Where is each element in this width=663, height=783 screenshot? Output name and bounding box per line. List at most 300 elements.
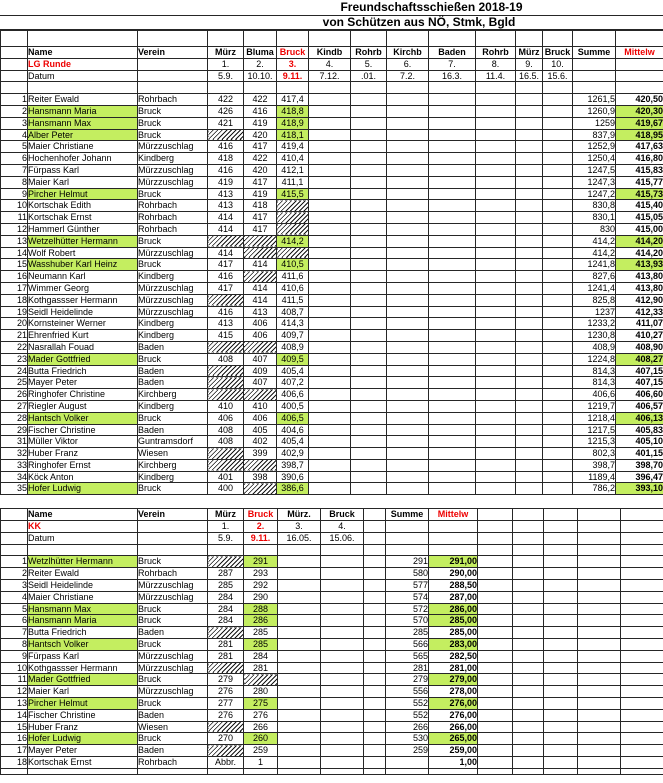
cell-verein[interactable]: Kindberg bbox=[138, 330, 208, 342]
cell-score[interactable] bbox=[351, 176, 387, 188]
cell-name[interactable]: Fürpass Karl bbox=[28, 650, 138, 662]
cell-summe[interactable]: 1224,8 bbox=[573, 353, 616, 365]
cell[interactable] bbox=[513, 674, 544, 686]
cell[interactable] bbox=[478, 733, 513, 745]
cell[interactable] bbox=[138, 31, 208, 47]
cell-name[interactable]: Reiter Ewald bbox=[28, 94, 138, 106]
cell[interactable] bbox=[478, 591, 513, 603]
cell-score[interactable]: 285 bbox=[208, 580, 244, 592]
cell[interactable] bbox=[364, 603, 386, 615]
cell[interactable] bbox=[621, 580, 663, 592]
cell[interactable] bbox=[478, 603, 513, 615]
cell-score[interactable] bbox=[387, 105, 429, 117]
cell-name[interactable]: Kortschak Ernst bbox=[28, 212, 138, 224]
cell-verein[interactable]: Mürzzuschlag bbox=[138, 306, 208, 318]
column-header-venue[interactable]: Bluma bbox=[244, 47, 277, 59]
cell-score[interactable] bbox=[543, 129, 573, 141]
cell-summe[interactable]: 1241,4 bbox=[573, 282, 616, 294]
cell[interactable] bbox=[1, 521, 28, 533]
cell-score[interactable]: 406,5 bbox=[277, 412, 309, 424]
cell-summe[interactable]: 266 bbox=[386, 721, 429, 733]
cell[interactable] bbox=[513, 544, 544, 556]
cell-verein[interactable]: Baden bbox=[138, 745, 208, 757]
cell[interactable] bbox=[513, 639, 544, 651]
cell[interactable] bbox=[364, 757, 386, 769]
cell[interactable] bbox=[478, 662, 513, 674]
cell-name[interactable]: Butta Friedrich bbox=[28, 365, 138, 377]
cell-score[interactable] bbox=[476, 412, 516, 424]
cell-score[interactable] bbox=[429, 436, 476, 448]
cell-name[interactable]: Maier Karl bbox=[28, 176, 138, 188]
cell-verein[interactable]: Mürzzuschlag bbox=[138, 686, 208, 698]
cell[interactable] bbox=[616, 58, 663, 70]
cell[interactable] bbox=[544, 757, 578, 769]
cell[interactable] bbox=[429, 82, 476, 94]
row-number[interactable]: 14 bbox=[1, 709, 28, 721]
cell-score[interactable] bbox=[429, 389, 476, 401]
cell[interactable] bbox=[138, 82, 208, 94]
column-header-venue[interactable]: Mürz bbox=[208, 47, 244, 59]
cell-score[interactable] bbox=[429, 294, 476, 306]
cell[interactable] bbox=[1, 58, 28, 70]
cell-score[interactable] bbox=[387, 94, 429, 106]
cell[interactable] bbox=[621, 745, 663, 757]
cell-summe[interactable]: 574 bbox=[386, 591, 429, 603]
cell-summe[interactable]: 802,3 bbox=[573, 448, 616, 460]
cell-summe[interactable]: 1241,8 bbox=[573, 259, 616, 271]
cell[interactable] bbox=[364, 650, 386, 662]
cell-summe[interactable]: 1260,9 bbox=[573, 105, 616, 117]
cell-verein[interactable]: Rohrbach bbox=[138, 757, 208, 769]
cell-score[interactable] bbox=[387, 389, 429, 401]
cell-verein[interactable]: Mürzzuschlag bbox=[138, 650, 208, 662]
cell-score[interactable]: 418,1 bbox=[277, 129, 309, 141]
cell-mittelw[interactable]: 407,15 bbox=[616, 377, 663, 389]
cell[interactable] bbox=[478, 509, 513, 521]
cell[interactable] bbox=[478, 532, 513, 544]
cell-score[interactable]: 405,4 bbox=[277, 436, 309, 448]
row-number[interactable]: 14 bbox=[1, 247, 28, 259]
cell[interactable] bbox=[621, 639, 663, 651]
cell[interactable] bbox=[387, 82, 429, 94]
cell-score[interactable] bbox=[244, 459, 277, 471]
cell-name[interactable]: Wetzlhütter Hermann bbox=[28, 556, 138, 568]
cell-mittelw[interactable]: 282,50 bbox=[429, 650, 478, 662]
cell-score[interactable]: 414 bbox=[244, 259, 277, 271]
cell-mittelw[interactable]: 1,00 bbox=[429, 757, 478, 769]
cell-summe[interactable]: 1233,2 bbox=[573, 318, 616, 330]
cell-score[interactable]: 402,9 bbox=[277, 448, 309, 460]
cell[interactable] bbox=[1, 544, 28, 556]
cell[interactable] bbox=[513, 509, 544, 521]
cell-score[interactable] bbox=[543, 141, 573, 153]
cell-score[interactable] bbox=[516, 223, 543, 235]
date-cell[interactable]: 11.4. bbox=[476, 70, 516, 82]
cell-score[interactable]: 420 bbox=[244, 164, 277, 176]
cell-summe[interactable]: 259 bbox=[386, 745, 429, 757]
cell-summe[interactable]: 552 bbox=[386, 698, 429, 710]
cell-score[interactable] bbox=[321, 568, 364, 580]
cell[interactable] bbox=[364, 627, 386, 639]
cell[interactable] bbox=[277, 82, 309, 94]
cell-score[interactable]: 419 bbox=[208, 176, 244, 188]
cell-score[interactable]: 277 bbox=[208, 698, 244, 710]
cell-score[interactable] bbox=[309, 353, 351, 365]
cell[interactable] bbox=[208, 544, 244, 556]
cell-score[interactable]: 405,4 bbox=[277, 365, 309, 377]
cell-score[interactable] bbox=[387, 459, 429, 471]
cell-summe[interactable]: 285 bbox=[386, 627, 429, 639]
cell-score[interactable]: 408 bbox=[208, 436, 244, 448]
cell-score[interactable] bbox=[516, 271, 543, 283]
cell-score[interactable] bbox=[476, 176, 516, 188]
cell[interactable] bbox=[544, 532, 578, 544]
cell[interactable] bbox=[476, 31, 516, 47]
cell-score[interactable] bbox=[387, 306, 429, 318]
cell[interactable] bbox=[513, 698, 544, 710]
cell-score[interactable]: 420 bbox=[244, 129, 277, 141]
cell-score[interactable]: 408,7 bbox=[277, 306, 309, 318]
cell-score[interactable] bbox=[476, 105, 516, 117]
cell-score[interactable] bbox=[516, 471, 543, 483]
cell-score[interactable] bbox=[277, 223, 309, 235]
cell-score[interactable] bbox=[543, 448, 573, 460]
cell-score[interactable]: 419 bbox=[244, 117, 277, 129]
cell-verein[interactable]: Guntramsdorf bbox=[138, 436, 208, 448]
column-header-name[interactable]: Name bbox=[28, 509, 138, 521]
cell-score[interactable] bbox=[351, 400, 387, 412]
cell[interactable] bbox=[513, 532, 544, 544]
cell-verein[interactable]: Mürzzuschlag bbox=[138, 164, 208, 176]
cell-score[interactable] bbox=[321, 556, 364, 568]
cell-score[interactable] bbox=[429, 247, 476, 259]
cell-score[interactable] bbox=[278, 709, 321, 721]
cell-score[interactable]: 413 bbox=[208, 200, 244, 212]
date-cell[interactable]: 5.9. bbox=[208, 70, 244, 82]
cell[interactable] bbox=[1, 509, 28, 521]
cell-score[interactable] bbox=[309, 259, 351, 271]
cell-summe[interactable]: 814,3 bbox=[573, 365, 616, 377]
cell-score[interactable]: 422 bbox=[208, 94, 244, 106]
cell-score[interactable]: 386,6 bbox=[277, 483, 309, 495]
cell-score[interactable] bbox=[429, 164, 476, 176]
cell[interactable] bbox=[544, 639, 578, 651]
cell-score[interactable] bbox=[543, 412, 573, 424]
cell-score[interactable] bbox=[476, 117, 516, 129]
cell-verein[interactable]: Bruck bbox=[138, 674, 208, 686]
cell-score[interactable] bbox=[351, 471, 387, 483]
cell-score[interactable] bbox=[476, 141, 516, 153]
cell-score[interactable] bbox=[516, 330, 543, 342]
cell-name[interactable]: Huber Franz bbox=[28, 721, 138, 733]
cell-score[interactable] bbox=[387, 436, 429, 448]
cell[interactable] bbox=[578, 591, 621, 603]
cell-score[interactable]: 416 bbox=[208, 306, 244, 318]
cell-name[interactable]: Riegler August bbox=[28, 400, 138, 412]
cell-summe[interactable]: 1259 bbox=[573, 117, 616, 129]
cell[interactable] bbox=[621, 721, 663, 733]
cell-mittelw[interactable]: 408,90 bbox=[616, 341, 663, 353]
cell[interactable] bbox=[364, 745, 386, 757]
cell-score[interactable] bbox=[476, 94, 516, 106]
cell-score[interactable]: 285 bbox=[244, 627, 278, 639]
cell[interactable] bbox=[351, 31, 387, 47]
cell-score[interactable] bbox=[476, 259, 516, 271]
cell-score[interactable] bbox=[309, 306, 351, 318]
round-number[interactable]: 3. bbox=[277, 58, 309, 70]
cell-score[interactable] bbox=[309, 294, 351, 306]
cell[interactable] bbox=[364, 568, 386, 580]
cell-score[interactable]: 414,2 bbox=[277, 235, 309, 247]
cell[interactable] bbox=[1, 82, 28, 94]
cell[interactable] bbox=[616, 70, 663, 82]
cell-score[interactable] bbox=[429, 129, 476, 141]
cell-name[interactable]: Reiter Ewald bbox=[28, 568, 138, 580]
cell[interactable] bbox=[208, 768, 244, 774]
cell-name[interactable]: Alber Peter bbox=[28, 129, 138, 141]
cell-score[interactable] bbox=[278, 650, 321, 662]
cell[interactable] bbox=[278, 768, 321, 774]
cell[interactable] bbox=[544, 698, 578, 710]
row-number[interactable]: 13 bbox=[1, 235, 28, 247]
cell-mittelw[interactable]: 285,00 bbox=[429, 615, 478, 627]
cell-score[interactable] bbox=[309, 436, 351, 448]
cell-score[interactable] bbox=[351, 330, 387, 342]
cell-score[interactable] bbox=[244, 483, 277, 495]
cell-name[interactable]: Hansmann Maria bbox=[28, 105, 138, 117]
cell-score[interactable] bbox=[208, 341, 244, 353]
cell-name[interactable]: Seidl Heidelinde bbox=[28, 306, 138, 318]
cell-name[interactable]: Hofer Ludwig bbox=[28, 483, 138, 495]
cell-score[interactable] bbox=[476, 282, 516, 294]
cell[interactable] bbox=[578, 568, 621, 580]
cell-score[interactable] bbox=[543, 153, 573, 165]
cell[interactable] bbox=[621, 521, 663, 533]
date-cell[interactable]: .01. bbox=[351, 70, 387, 82]
cell-score[interactable] bbox=[516, 424, 543, 436]
cell-summe[interactable]: 1250,4 bbox=[573, 153, 616, 165]
cell[interactable] bbox=[544, 709, 578, 721]
cell[interactable] bbox=[1, 532, 28, 544]
cell-score[interactable] bbox=[476, 294, 516, 306]
cell[interactable] bbox=[364, 733, 386, 745]
cell[interactable] bbox=[364, 532, 386, 544]
cell[interactable] bbox=[578, 556, 621, 568]
cell-name[interactable]: Hansmann Max bbox=[28, 117, 138, 129]
cell-score[interactable] bbox=[543, 306, 573, 318]
cell-verein[interactable]: Bruck bbox=[138, 117, 208, 129]
cell-score[interactable] bbox=[278, 745, 321, 757]
cell-score[interactable] bbox=[476, 212, 516, 224]
cell-score[interactable] bbox=[543, 483, 573, 495]
cell-summe[interactable]: 566 bbox=[386, 639, 429, 651]
cell-score[interactable] bbox=[309, 94, 351, 106]
cell[interactable] bbox=[513, 615, 544, 627]
cell-score[interactable]: 284 bbox=[208, 591, 244, 603]
cell-summe[interactable]: 1230,8 bbox=[573, 330, 616, 342]
cell[interactable] bbox=[478, 745, 513, 757]
cell-score[interactable] bbox=[387, 377, 429, 389]
cell-score[interactable]: 417,4 bbox=[277, 94, 309, 106]
cell-mittelw[interactable]: 286,00 bbox=[429, 603, 478, 615]
column-header-venue[interactable]: Bruck bbox=[277, 47, 309, 59]
cell-score[interactable] bbox=[429, 448, 476, 460]
cell-score[interactable]: 411,1 bbox=[277, 176, 309, 188]
cell-name[interactable]: Ringhofer Ernst bbox=[28, 459, 138, 471]
cell[interactable] bbox=[578, 615, 621, 627]
cell[interactable] bbox=[208, 31, 244, 47]
cell-score[interactable]: 260 bbox=[244, 733, 278, 745]
cell-score[interactable] bbox=[543, 247, 573, 259]
cell-mittelw[interactable]: 420,30 bbox=[616, 105, 663, 117]
cell-verein[interactable]: Kindberg bbox=[138, 318, 208, 330]
cell-score[interactable] bbox=[309, 330, 351, 342]
cell-score[interactable] bbox=[476, 448, 516, 460]
cell-name[interactable]: Fischer Christine bbox=[28, 424, 138, 436]
cell-score[interactable]: 406 bbox=[244, 330, 277, 342]
cell[interactable] bbox=[244, 544, 278, 556]
cell[interactable] bbox=[28, 768, 138, 774]
cell-score[interactable]: 404,6 bbox=[277, 424, 309, 436]
row-number[interactable]: 12 bbox=[1, 223, 28, 235]
cell-score[interactable] bbox=[429, 306, 476, 318]
cell-score[interactable] bbox=[321, 698, 364, 710]
cell-score[interactable] bbox=[351, 353, 387, 365]
cell-score[interactable] bbox=[321, 733, 364, 745]
row-number[interactable]: 11 bbox=[1, 674, 28, 686]
round-number[interactable]: 7. bbox=[429, 58, 476, 70]
cell-score[interactable] bbox=[516, 400, 543, 412]
cell-name[interactable]: Hantsch Volker bbox=[28, 412, 138, 424]
cell-score[interactable] bbox=[429, 105, 476, 117]
cell-score[interactable] bbox=[429, 282, 476, 294]
cell[interactable] bbox=[513, 650, 544, 662]
cell-mittelw[interactable]: 419,67 bbox=[616, 117, 663, 129]
cell-score[interactable] bbox=[351, 212, 387, 224]
row-number[interactable]: 16 bbox=[1, 271, 28, 283]
cell-score[interactable] bbox=[543, 259, 573, 271]
cell-summe[interactable]: 830,8 bbox=[573, 200, 616, 212]
row-number[interactable]: 17 bbox=[1, 282, 28, 294]
cell[interactable] bbox=[244, 768, 278, 774]
cell-summe[interactable]: 414,2 bbox=[573, 235, 616, 247]
cell-score[interactable] bbox=[387, 448, 429, 460]
cell-score[interactable] bbox=[387, 341, 429, 353]
cell-verein[interactable]: Bruck bbox=[138, 615, 208, 627]
cell[interactable] bbox=[513, 721, 544, 733]
cell-name[interactable]: Müller Viktor bbox=[28, 436, 138, 448]
date-cell[interactable]: 15.06. bbox=[321, 532, 364, 544]
cell[interactable] bbox=[309, 82, 351, 94]
cell-score[interactable]: 412,1 bbox=[277, 164, 309, 176]
cell[interactable] bbox=[578, 509, 621, 521]
cell-name[interactable]: Hansmann Maria bbox=[28, 615, 138, 627]
date-cell[interactable]: 7.12. bbox=[309, 70, 351, 82]
cell-score[interactable] bbox=[387, 318, 429, 330]
cell-score[interactable]: 419 bbox=[244, 188, 277, 200]
cell-name[interactable]: Hochenhofer Johann bbox=[28, 153, 138, 165]
cell-score[interactable] bbox=[309, 212, 351, 224]
row-number[interactable]: 6 bbox=[1, 153, 28, 165]
cell-score[interactable]: 408 bbox=[208, 353, 244, 365]
cell[interactable] bbox=[478, 686, 513, 698]
cell-score[interactable] bbox=[309, 271, 351, 283]
cell[interactable] bbox=[621, 662, 663, 674]
cell-score[interactable]: 398 bbox=[244, 471, 277, 483]
cell-score[interactable]: 414 bbox=[208, 212, 244, 224]
column-header-venue[interactable]: Mürz. bbox=[278, 509, 321, 521]
row-number[interactable]: 25 bbox=[1, 377, 28, 389]
cell-verein[interactable]: Mürzzuschlag bbox=[138, 580, 208, 592]
cell[interactable] bbox=[364, 709, 386, 721]
cell-score[interactable] bbox=[351, 483, 387, 495]
cell[interactable] bbox=[138, 532, 208, 544]
cell[interactable] bbox=[621, 509, 663, 521]
cell[interactable] bbox=[478, 709, 513, 721]
cell-score[interactable] bbox=[351, 247, 387, 259]
cell[interactable] bbox=[621, 591, 663, 603]
cell-summe[interactable]: 1219,7 bbox=[573, 400, 616, 412]
row-number[interactable]: 2 bbox=[1, 105, 28, 117]
cell[interactable] bbox=[621, 556, 663, 568]
cell-summe[interactable]: 398,7 bbox=[573, 459, 616, 471]
cell-name[interactable]: Hammerl Günther bbox=[28, 223, 138, 235]
column-header-venue[interactable]: Kindb bbox=[309, 47, 351, 59]
cell[interactable] bbox=[578, 603, 621, 615]
cell-score[interactable] bbox=[309, 282, 351, 294]
cell-score[interactable] bbox=[351, 200, 387, 212]
cell-score[interactable]: 286 bbox=[244, 615, 278, 627]
cell-score[interactable]: 417 bbox=[244, 141, 277, 153]
cell-score[interactable] bbox=[543, 235, 573, 247]
cell-score[interactable]: 422 bbox=[244, 94, 277, 106]
cell-score[interactable] bbox=[244, 247, 277, 259]
cell-summe[interactable]: 1217,5 bbox=[573, 424, 616, 436]
cell[interactable] bbox=[578, 745, 621, 757]
cell-summe[interactable]: 580 bbox=[386, 568, 429, 580]
cell-score[interactable]: 259 bbox=[244, 745, 278, 757]
cell[interactable] bbox=[544, 674, 578, 686]
cell[interactable] bbox=[244, 82, 277, 94]
cell-score[interactable] bbox=[516, 164, 543, 176]
cell[interactable] bbox=[578, 686, 621, 698]
cell-score[interactable]: 407 bbox=[244, 377, 277, 389]
cell-mittelw[interactable]: 415,00 bbox=[616, 223, 663, 235]
cell-verein[interactable]: Bruck bbox=[138, 129, 208, 141]
cell-summe[interactable]: 827,6 bbox=[573, 271, 616, 283]
cell-name[interactable]: Seidl Heidelinde bbox=[28, 580, 138, 592]
cell[interactable] bbox=[244, 31, 277, 47]
cell-score[interactable] bbox=[516, 176, 543, 188]
cell[interactable] bbox=[364, 615, 386, 627]
round-number[interactable]: 3. bbox=[278, 521, 321, 533]
cell-name[interactable]: Wolf Robert bbox=[28, 247, 138, 259]
cell-score[interactable]: 414 bbox=[244, 294, 277, 306]
round-number[interactable]: 4. bbox=[309, 58, 351, 70]
cell-mittelw[interactable]: 265,00 bbox=[429, 733, 478, 745]
cell-score[interactable] bbox=[387, 247, 429, 259]
cell[interactable] bbox=[478, 650, 513, 662]
cell-verein[interactable]: Baden bbox=[138, 377, 208, 389]
cell[interactable] bbox=[138, 70, 208, 82]
cell-score[interactable] bbox=[208, 627, 244, 639]
cell[interactable] bbox=[478, 580, 513, 592]
cell-score[interactable]: 417 bbox=[244, 223, 277, 235]
cell-score[interactable]: 417 bbox=[244, 212, 277, 224]
row-number[interactable]: 9 bbox=[1, 188, 28, 200]
cell-score[interactable]: 410,5 bbox=[277, 259, 309, 271]
cell[interactable] bbox=[429, 768, 478, 774]
